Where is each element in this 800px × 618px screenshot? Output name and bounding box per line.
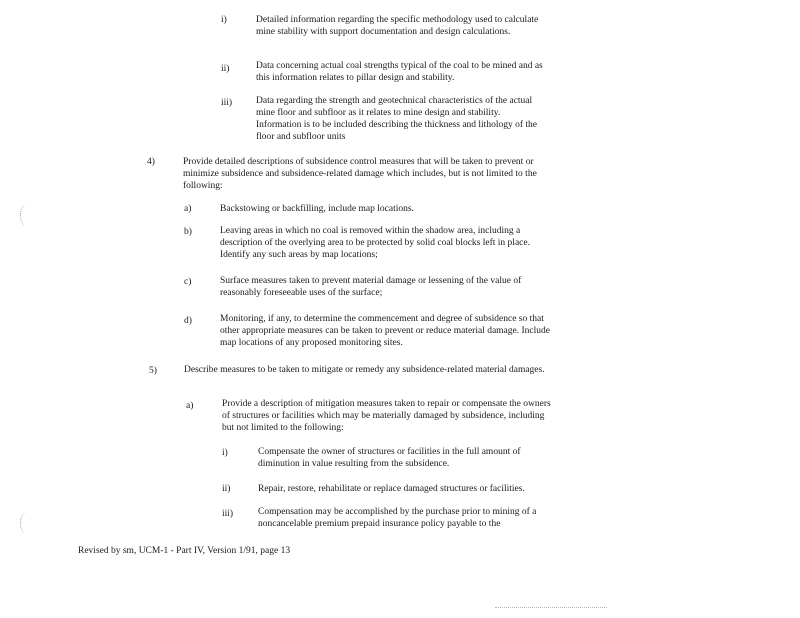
item-marker: d) bbox=[184, 316, 192, 326]
item-marker: iii) bbox=[222, 509, 234, 519]
item-text: Compensate the owner of structures or facilities in the full amount of diminution in value resulting from the subsidence. bbox=[258, 447, 521, 469]
item-marker: ii) bbox=[221, 64, 230, 74]
item-marker: iii) bbox=[221, 98, 233, 108]
item-text: Backstowing or backfilling, include map locations. bbox=[220, 204, 414, 214]
item-text: Provide a description of mitigation measures taken to repair or compensate the owners of structures or facilities which may be materially damaged by subsidence, including but not limited to the following: bbox=[222, 399, 551, 433]
item-text: Monitoring, if any, to determine the commencement and degree of subsidence so that other appropriate measures can be taken to prevent or reduce material damage. Include map locations of any proposed monitoring sites. bbox=[220, 314, 550, 348]
item-marker: i) bbox=[221, 15, 227, 25]
item-text: Data concerning actual coal strengths typical of the coal to be mined and as this information relates to pillar design and stability. bbox=[256, 61, 543, 83]
section-marker: 4) bbox=[147, 157, 155, 167]
item-marker: a) bbox=[184, 204, 192, 214]
punch-hole-mark bbox=[20, 204, 33, 226]
item-marker: ii) bbox=[222, 484, 231, 494]
section-text: Provide detailed descriptions of subsidence control measures that will be taken to prevent or minimize subsidence and subsidence-related damage which includes, but is not limited to the following: bbox=[183, 157, 537, 191]
item-marker: i) bbox=[222, 448, 228, 458]
item-marker: a) bbox=[186, 401, 194, 411]
item-marker: c) bbox=[184, 277, 192, 287]
scan-artifact bbox=[495, 607, 607, 608]
item-text: Detailed information regarding the specific methodology used to calculate mine stability with support documentation and design calculations. bbox=[256, 15, 539, 37]
item-text: Data regarding the strength and geotechnical characteristics of the actual mine floor and subfloor as it relates to mine design and stability. Information is to be included describing the thickness and lithology of the floor and subfloor units bbox=[256, 96, 537, 142]
item-marker: b) bbox=[184, 227, 192, 237]
punch-hole-mark bbox=[20, 512, 33, 534]
item-text: Leaving areas in which no coal is removed within the shadow area, including a description of the overlying area to be protected by solid coal blocks left in place. Identify any such areas by map locations; bbox=[220, 226, 530, 260]
item-text: Surface measures taken to prevent material damage or lessening of the value of reasonably foreseeable uses of the surface; bbox=[220, 276, 522, 298]
item-text: Repair, restore, rehabilitate or replace damaged structures or facilities. bbox=[258, 484, 525, 494]
item-text: Compensation may be accomplished by the purchase prior to mining of a noncancelable premium prepaid insurance policy payable to the bbox=[258, 507, 537, 529]
section-marker: 5) bbox=[149, 366, 157, 376]
page-footer: Revised by sm, UCM-1 - Part IV, Version 1/91, page 13 bbox=[78, 546, 291, 556]
section-text: Describe measures to be taken to mitigate or remedy any subsidence-related material damages. bbox=[184, 365, 545, 375]
